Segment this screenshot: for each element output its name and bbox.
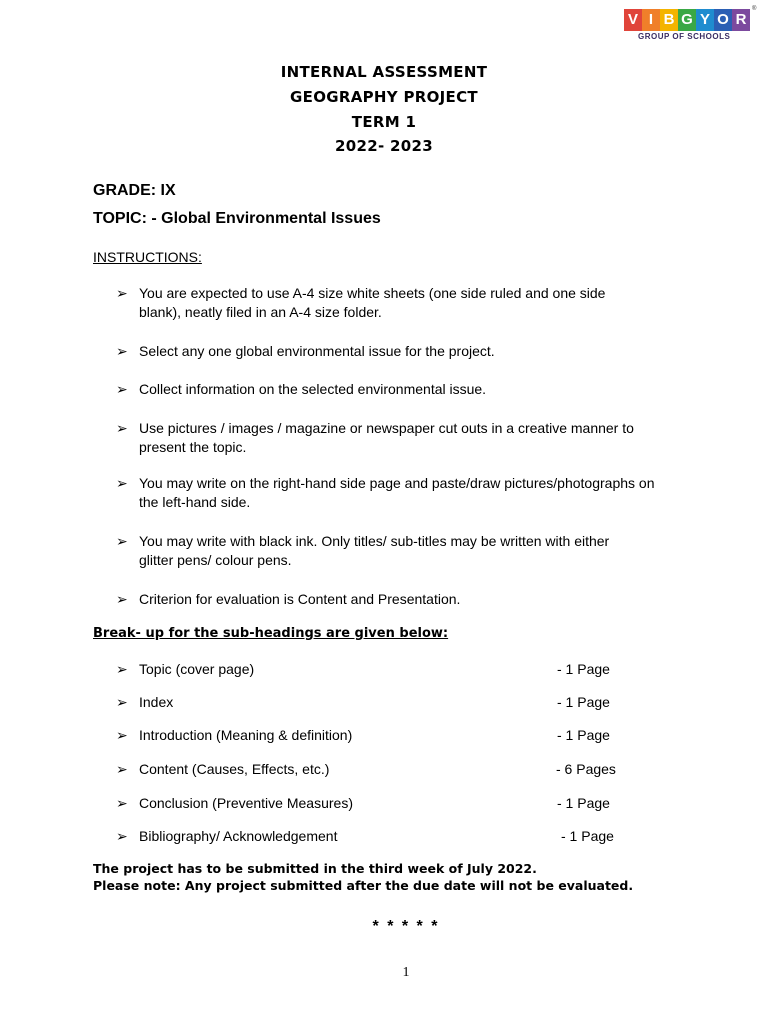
- instruction-line: You may write on the right-hand side page and paste/draw pictures/photographs on: [139, 475, 655, 491]
- logo-letter-b: B: [660, 9, 678, 31]
- breakup-row-label: Conclusion (Preventive Measures): [139, 795, 353, 811]
- instructions-heading: INSTRUCTIONS:: [93, 249, 202, 265]
- breakup-row-label: Introduction (Meaning & definition): [139, 727, 353, 743]
- bullet-arrow-icon: ➢: [116, 591, 128, 607]
- instruction-line: Use pictures / images / magazine or newspaper cut outs in a creative manner to: [139, 420, 634, 436]
- bullet-arrow-icon: ➢: [116, 285, 128, 301]
- end-stars: * * * * *: [372, 918, 440, 935]
- header-line-term: TERM 1: [351, 113, 417, 131]
- header-line-assessment: INTERNAL ASSESSMENT: [280, 63, 488, 81]
- breakup-row-pages: - 1 Page: [561, 828, 614, 844]
- breakup-row-pages: - 1 Page: [557, 661, 610, 677]
- logo-letter-o: O: [714, 9, 732, 31]
- logo-letter-g: G: [678, 9, 696, 31]
- header-line-project: GEOGRAPHY PROJECT: [290, 88, 478, 106]
- logo-letter-i: I: [642, 9, 660, 31]
- breakup-heading: Break- up for the sub-headings are given below:: [93, 626, 449, 641]
- instruction-line: Criterion for evaluation is Content and Presentation.: [139, 591, 461, 607]
- bullet-arrow-icon: ➢: [116, 828, 128, 844]
- breakup-row-pages: - 1 Page: [557, 795, 610, 811]
- late-submission-note: Please note: Any project submitted after the due date will not be evaluated.: [93, 878, 634, 893]
- registered-mark: ®: [752, 6, 757, 12]
- logo-letter-v: V: [624, 9, 642, 31]
- instruction-line: You may write with black ink. Only titles/ sub-titles may be written with either: [139, 533, 610, 549]
- instruction-line: the left-hand side.: [139, 494, 251, 510]
- breakup-row-pages: - 1 Page: [557, 727, 610, 743]
- bullet-arrow-icon: ➢: [116, 533, 128, 549]
- instruction-line: present the topic.: [139, 439, 247, 455]
- logo-subtitle: GROUP OF SCHOOLS: [638, 32, 731, 41]
- submission-note: The project has to be submitted in the third week of July 2022.: [93, 861, 537, 876]
- breakup-row-label: Topic (cover page): [139, 661, 255, 677]
- bullet-arrow-icon: ➢: [116, 661, 128, 677]
- bullet-arrow-icon: ➢: [116, 694, 128, 710]
- header-line-year: 2022- 2023: [335, 137, 433, 155]
- breakup-row-label: Index: [139, 694, 174, 710]
- logo-letter-y: Y: [696, 9, 714, 31]
- breakup-row-label: Content (Causes, Effects, etc.): [139, 761, 330, 777]
- bullet-arrow-icon: ➢: [116, 795, 128, 811]
- bullet-arrow-icon: ➢: [116, 727, 128, 743]
- logo-letter-r: R: [732, 9, 750, 31]
- breakup-row-label: Bibliography/ Acknowledgement: [139, 828, 338, 844]
- logo-letters: [624, 9, 750, 31]
- instruction-line: Collect information on the selected environmental issue.: [139, 381, 487, 397]
- vibgyor-logo: [624, 6, 764, 45]
- instruction-line: You are expected to use A-4 size white sheets (one side ruled and one side: [139, 285, 606, 301]
- instruction-line: blank), neatly filed in an A-4 size folder.: [139, 304, 382, 320]
- topic-label: TOPIC: - Global Environmental Issues: [93, 210, 381, 227]
- instruction-line: Select any one global environmental issue for the project.: [139, 343, 495, 359]
- bullet-arrow-icon: ➢: [116, 381, 128, 397]
- instruction-line: glitter pens/ colour pens.: [139, 552, 292, 568]
- grade-label: GRADE: IX: [93, 182, 176, 199]
- bullet-arrow-icon: ➢: [116, 420, 128, 436]
- page-number: 1: [402, 965, 410, 980]
- bullet-arrow-icon: ➢: [116, 761, 128, 777]
- breakup-row-pages: - 1 Page: [557, 694, 610, 710]
- breakup-row-pages: - 6 Pages: [556, 761, 616, 777]
- bullet-arrow-icon: ➢: [116, 475, 128, 491]
- bullet-arrow-icon: ➢: [116, 343, 128, 359]
